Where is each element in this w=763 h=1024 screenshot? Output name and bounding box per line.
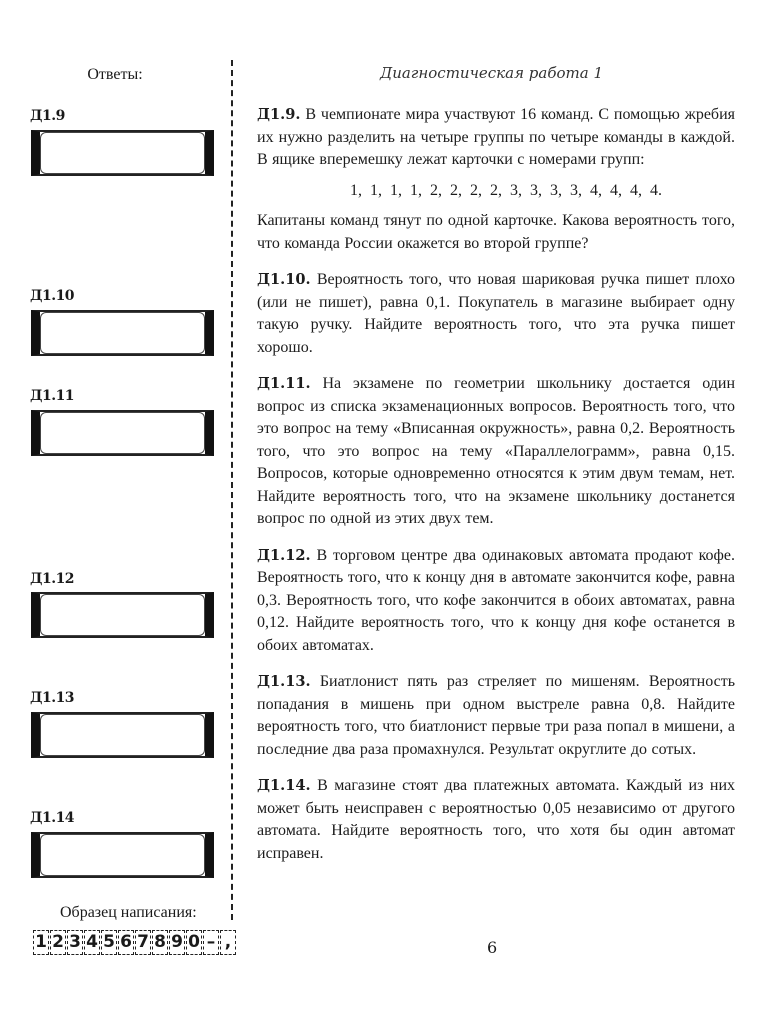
sample-char: 1 <box>33 930 49 955</box>
page-header-title: Диагностическая работа 1 <box>380 64 603 82</box>
answer-label: Д1.12 <box>30 571 75 587</box>
sample-char: 8 <box>152 930 168 955</box>
sample-char: 6 <box>118 930 134 955</box>
sample-char: 7 <box>135 930 151 955</box>
answer-box-d1-12[interactable] <box>31 592 214 638</box>
problem-id: Д1.14. <box>257 777 311 794</box>
answer-label: Д1.9 <box>30 108 65 124</box>
problem-d1-10 <box>257 269 735 359</box>
problem-text: В магазине стоят два платежных автомата. Каждый из них может быть неисправен с вероятностью 0,05 независимо от другого автомата. Найдите вероятность того, что хотя бы один автомат исправен. <box>257 777 735 862</box>
problem-text: Биатлонист пять раз стреляет по мишеням. Вероятность попадания в мишень при одном выстреле равна 0,8. Найдите вероятность того, что биатлонист первые три раза попал в мишени, а последние два раза промахнулся. Результат округлите до сотых. <box>257 673 735 758</box>
sample-char: 2 <box>50 930 66 955</box>
problem-id: Д1.13. <box>257 673 311 690</box>
problem-id: Д1.10. <box>257 271 311 288</box>
problem-text: На экзамене по геометрии школьнику достается один вопрос из списка экзаменационных вопросов. Вероятность того, что это вопрос на тему «Вписанная окружность», равна 0,2. Вероятность того, что это вопрос на тему «Параллелограмм», равна 0,15. Вопросов, которые одновременно относятся к этим двум темам, нет. Найдите вероятность того, что на экзамене школьнику достанется вопрос по одной из этих двух тем. <box>257 375 735 527</box>
answer-box-d1-13[interactable] <box>31 712 214 758</box>
answers-title: Ответы: <box>87 66 143 83</box>
sample-title: Образец написания: <box>60 904 197 921</box>
problem-d1-13 <box>257 671 735 761</box>
problem-id: Д1.11. <box>257 375 311 392</box>
cut-line-divider <box>231 60 233 920</box>
problem-d1-9 <box>257 104 735 255</box>
sample-char: 3 <box>67 930 83 955</box>
answer-label: Д1.14 <box>30 810 75 826</box>
problem-id: Д1.9. <box>257 106 301 123</box>
answer-box-d1-14[interactable] <box>31 832 214 878</box>
answer-box-d1-10[interactable] <box>31 310 214 356</box>
sample-writing-row <box>33 930 237 955</box>
sample-char: 4 <box>84 930 100 955</box>
sample-char: 9 <box>169 930 185 955</box>
problem-id: Д1.12. <box>257 546 311 564</box>
sample-char: , <box>220 930 236 955</box>
problem-text-continued: Капитаны команд тянут по одной карточке. Какова вероятность того, что команда России окажется во второй группе? <box>257 212 735 252</box>
sample-char: – <box>203 930 219 955</box>
answers-column <box>0 0 232 1024</box>
sample-char: 0 <box>186 930 202 955</box>
answer-label: Д1.13 <box>30 690 75 706</box>
answer-box-d1-11[interactable] <box>31 410 214 456</box>
problem-text: Вероятность того, что новая шариковая ручка пишет плохо (или не пишет), равна 0,1. Покупатель в магазине выбирает одну такую ручку. Найдите вероятность того, что эта ручка пишет хорошо. <box>257 271 735 356</box>
problems-column <box>257 104 735 865</box>
sample-char: 5 <box>101 930 117 955</box>
page-number: 6 <box>487 938 498 957</box>
problem-d1-14 <box>257 775 735 865</box>
answer-label: Д1.11 <box>30 388 75 404</box>
card-sequence: 1, 1, 1, 1, 2, 2, 2, 2, 3, 3, 3, 3, 4, 4, 4, 4. <box>350 181 662 199</box>
answer-label: Д1.10 <box>30 288 75 304</box>
problem-text: В торговом центре два одинаковых автомата продают кофе. Вероятность того, что к концу дня в автомате закончится кофе, равна 0,3. Вероятность того, что кофе закончится в обоих автоматах, равна 0,12. Найдите вероятность того, что к концу дня кофе останется в обоих автоматах. <box>257 546 735 654</box>
problem-d1-12 <box>257 545 735 658</box>
problem-d1-11 <box>257 373 735 531</box>
problem-text: В чемпионате мира участвуют 16 команд. С помощью жребия их нужно разделить на четыре группы по четыре команды в каждой. В ящике вперемешку лежат карточки с номерами групп: <box>257 106 735 168</box>
answer-box-d1-9[interactable] <box>31 130 214 176</box>
